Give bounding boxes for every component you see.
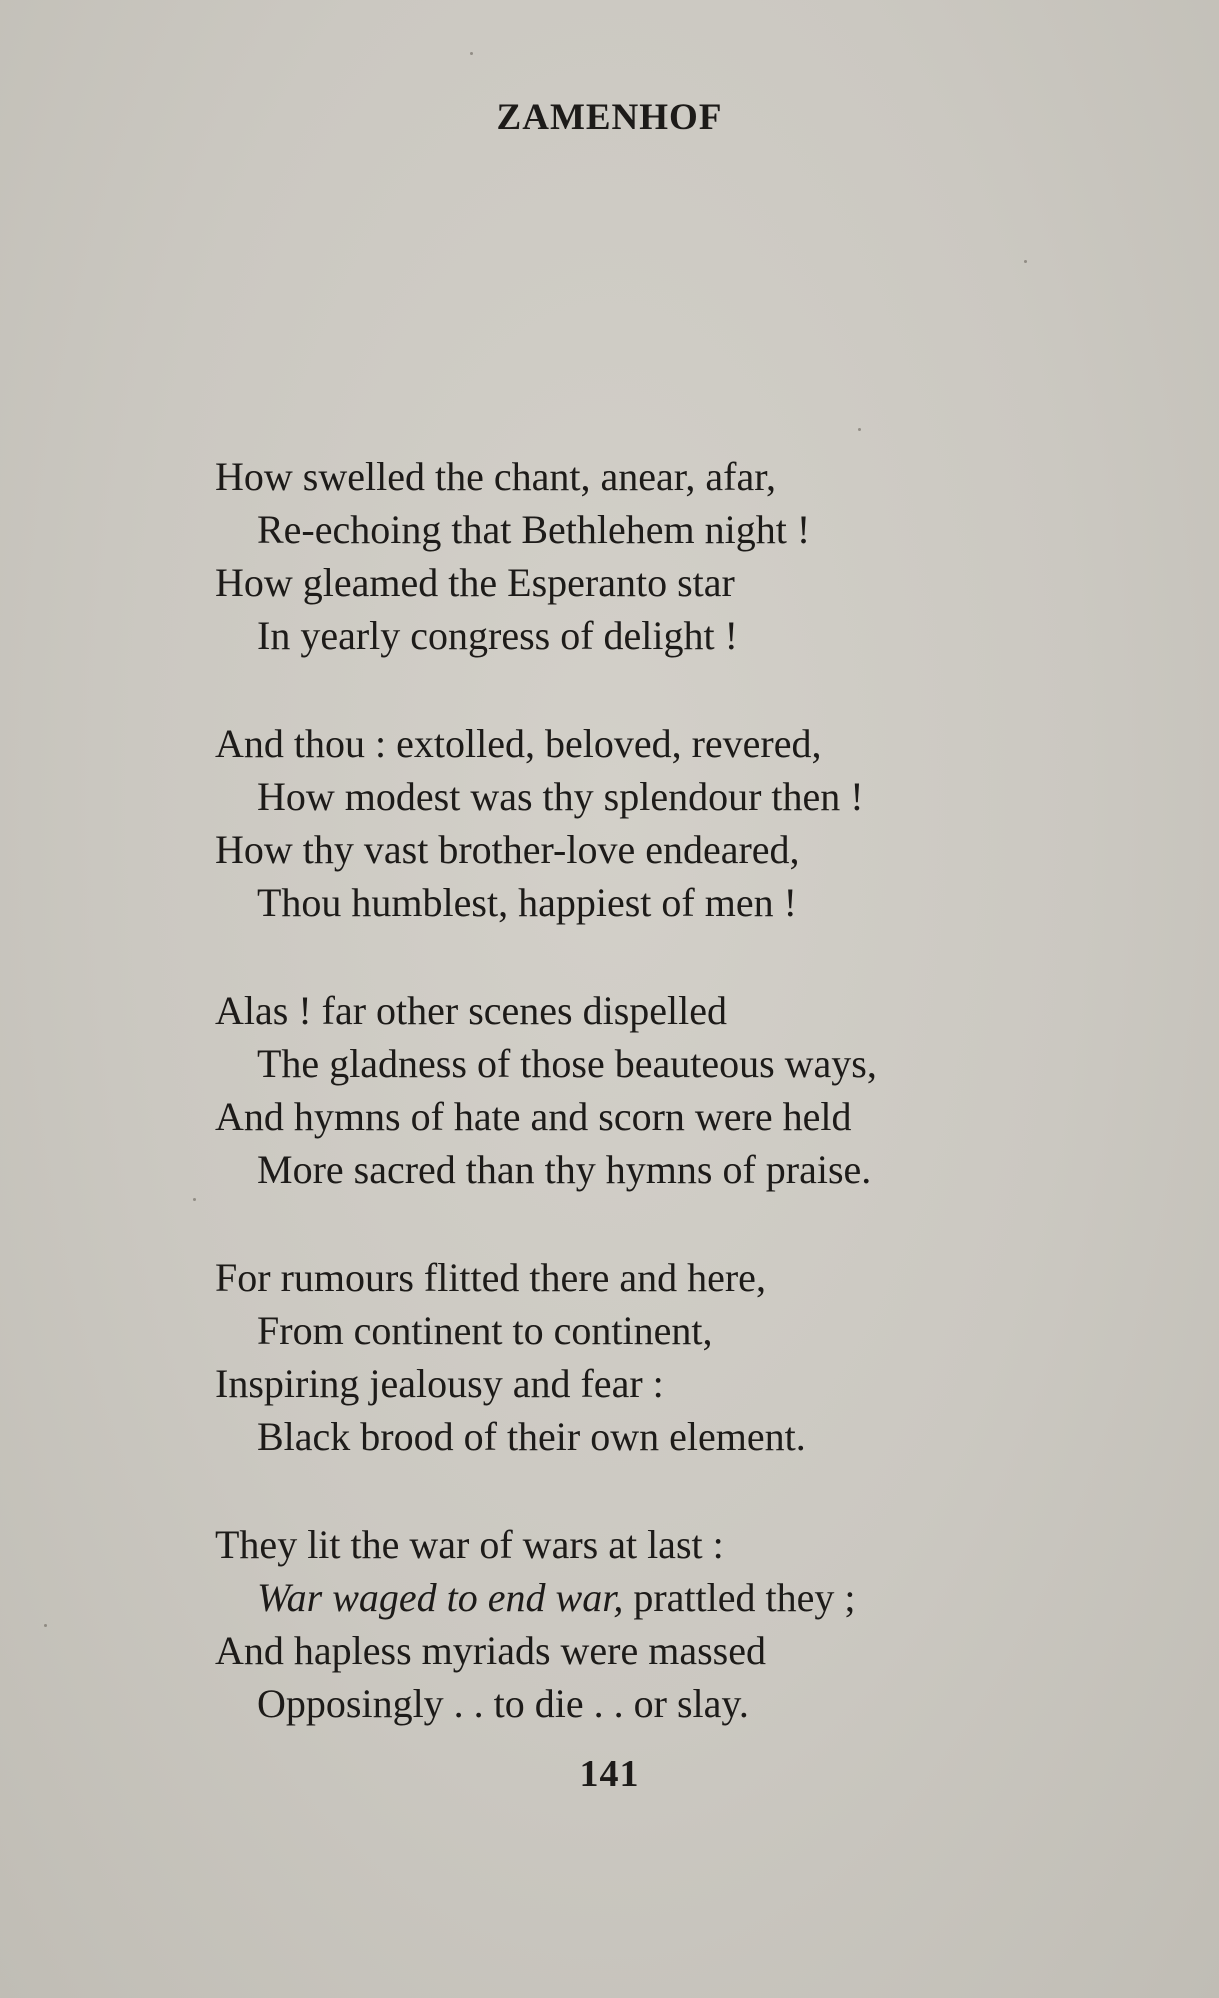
paper-speck — [470, 52, 473, 55]
poem-line: The gladness of those beauteous ways, — [257, 1041, 877, 1086]
poem-line: Black brood of their own element. — [257, 1414, 806, 1459]
poem-line: More sacred than thy hymns of praise. — [257, 1147, 872, 1192]
poem-line: How thy vast brother-love endeared, — [215, 827, 800, 872]
italic-phrase: War waged to end war, — [257, 1575, 624, 1620]
paper-speck — [193, 1198, 196, 1201]
poem-line: Re-echoing that Bethlehem night ! — [257, 507, 811, 552]
stanza-1 — [215, 450, 1015, 662]
poem-line: Thou humblest, happiest of men ! — [257, 880, 797, 925]
running-head-title: ZAMENHOF — [496, 97, 723, 138]
paper-speck — [44, 1624, 47, 1627]
poem-line: How gleamed the Esperanto star — [215, 560, 735, 605]
poem-line: And hapless myriads were massed — [215, 1628, 766, 1673]
poem-line: In yearly congress of delight ! — [257, 613, 738, 658]
stanza-2 — [215, 717, 1015, 929]
poem-line: For rumours flitted there and here, — [215, 1255, 766, 1300]
poem-line: Inspiring jealousy and fear : — [215, 1361, 664, 1406]
paper-speck — [1024, 260, 1027, 263]
poem-line: And thou : extolled, beloved, revered, — [215, 721, 822, 766]
stanza-3 — [215, 984, 1015, 1196]
poem-line: How modest was thy splendour then ! — [257, 774, 864, 819]
paper-speck — [858, 428, 861, 431]
poem-line: Opposingly . . to die . . or slay. — [257, 1681, 749, 1726]
poem-line: They lit the war of wars at last : — [215, 1522, 724, 1567]
stanza-5 — [215, 1518, 1015, 1730]
stanza-4 — [215, 1251, 1015, 1463]
poem-line: Alas ! far other scenes dispelled — [215, 988, 728, 1033]
poem-line: And hymns of hate and scorn were held — [215, 1094, 852, 1139]
page-number: 141 — [579, 1753, 640, 1795]
poem-line-with-italic — [215, 1571, 1015, 1624]
poem-body — [215, 450, 1015, 1785]
poem-line-remainder: prattled they ; — [633, 1575, 856, 1620]
poem-line: From continent to continent, — [257, 1308, 713, 1353]
poem-line: How swelled the chant, anear, afar, — [215, 454, 776, 499]
